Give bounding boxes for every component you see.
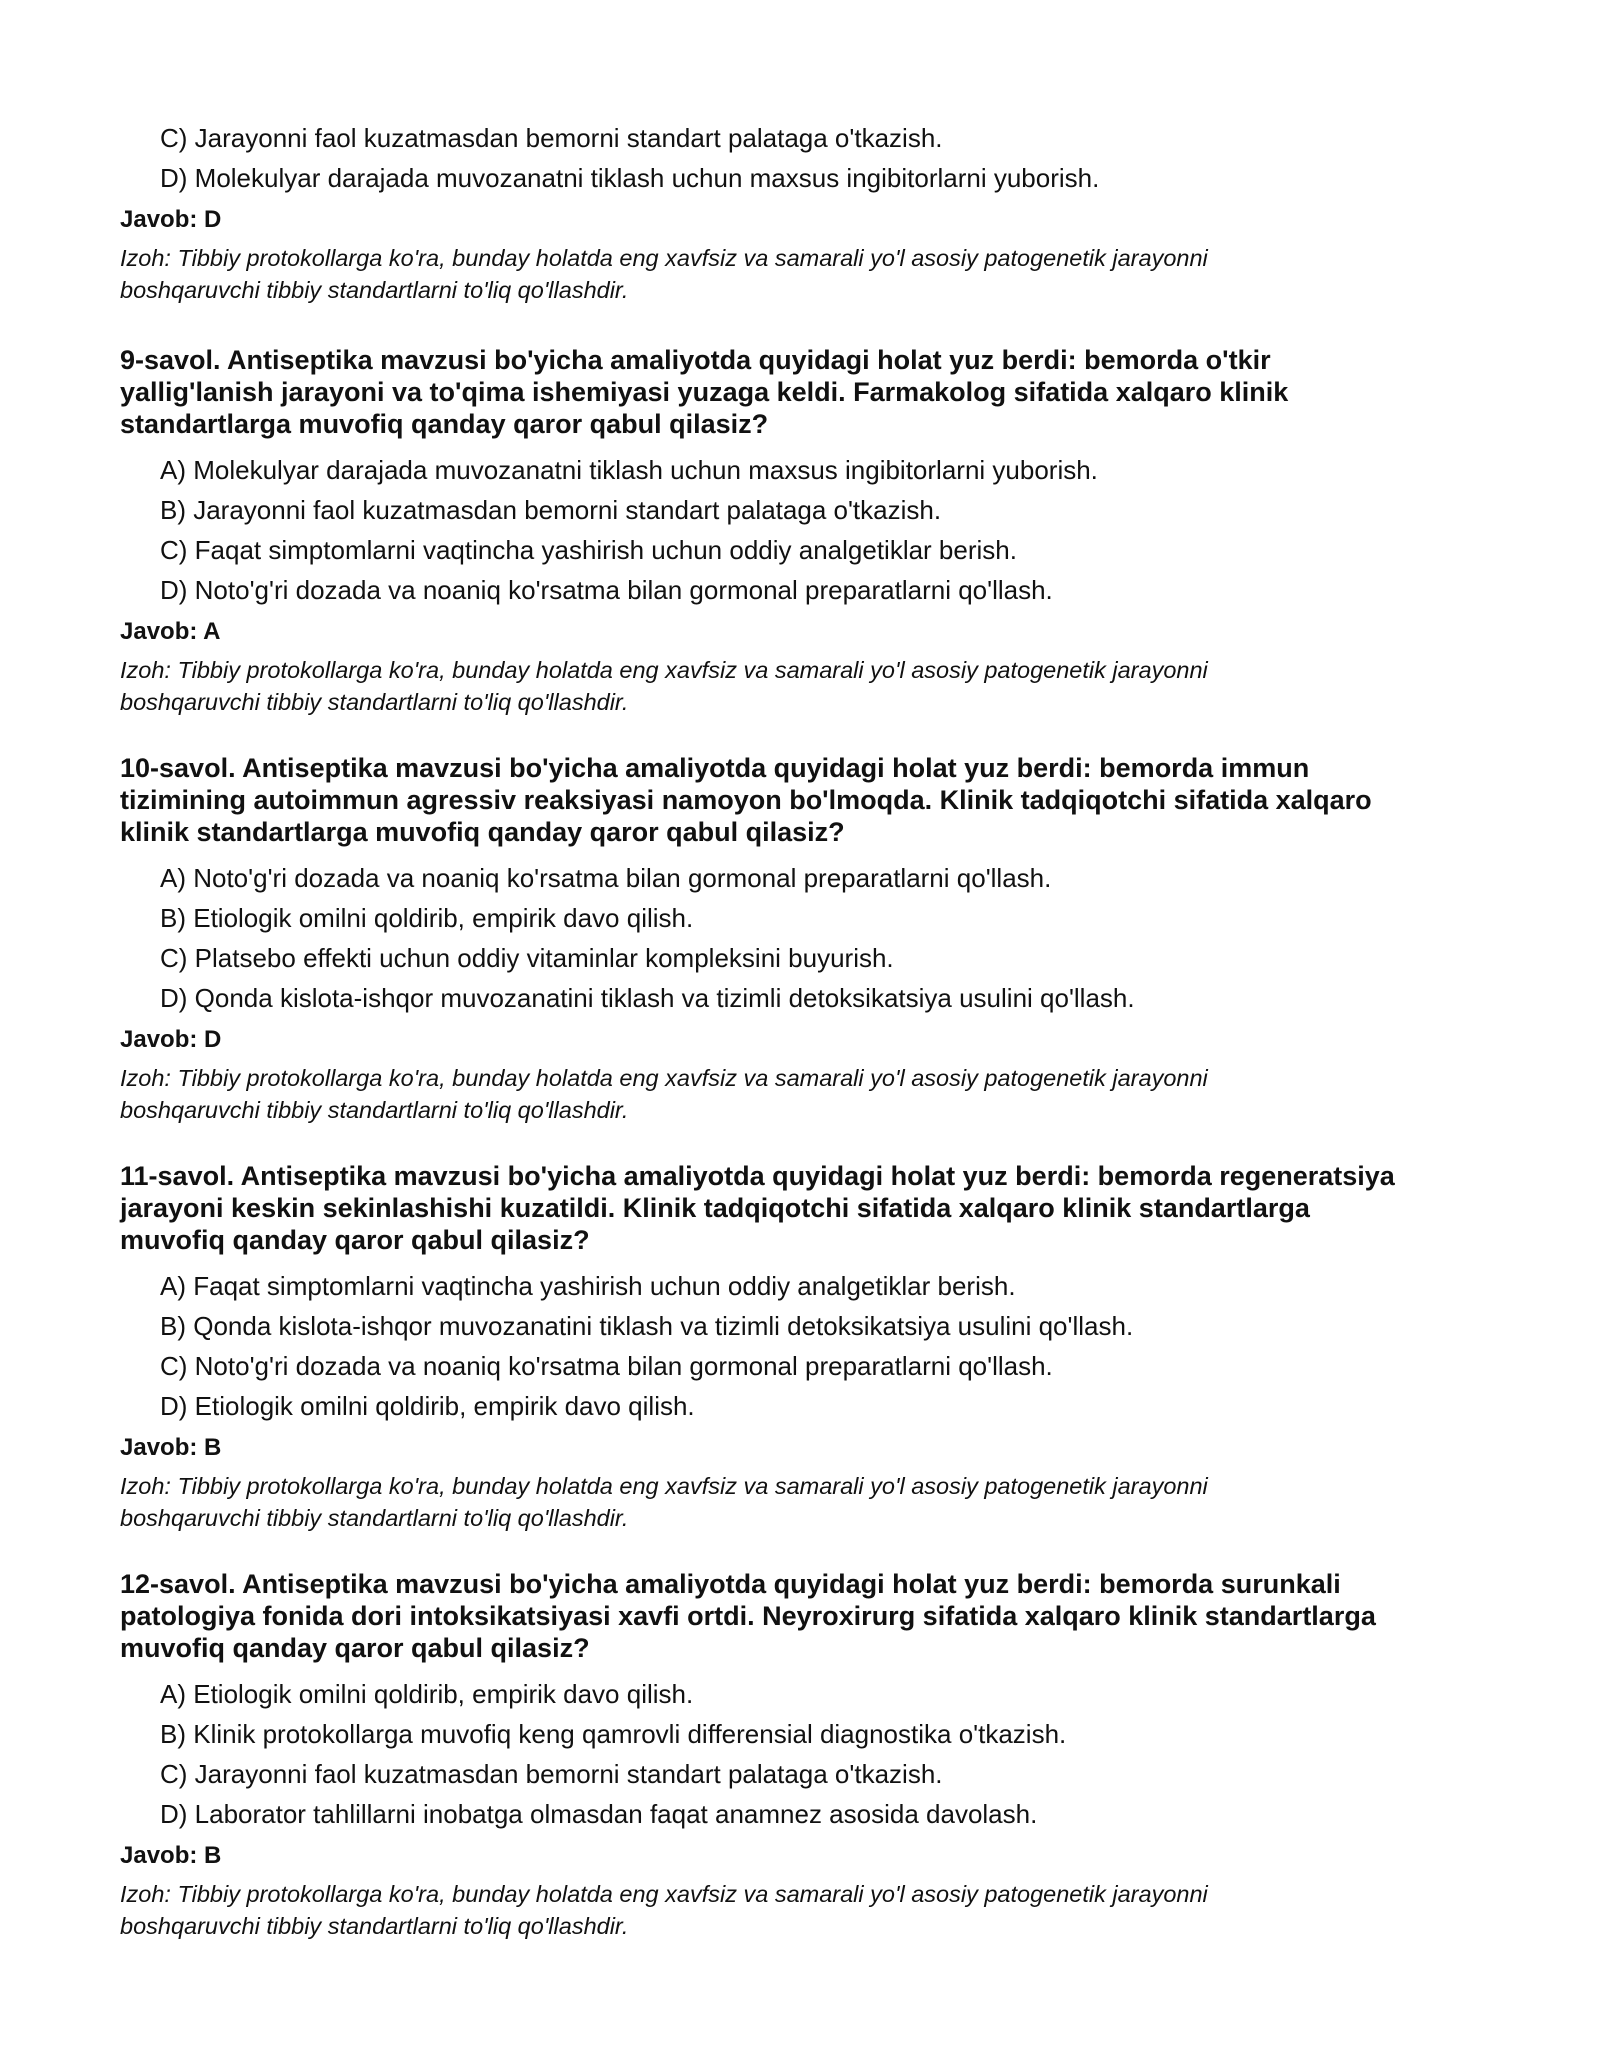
question-title <box>120 344 1510 440</box>
question-title-line: standartlarga muvofiq qanday qaror qabul qilasiz? <box>120 409 769 439</box>
option-a: A) Noto'g'ri dozada va noaniq ko'rsatma bilan gormonal preparatlarni qo'llash. <box>160 863 1052 893</box>
option-d: D) Qonda kislota-ishqor muvozanatini tiklash va tizimli detoksikatsiya usulini qo'llash. <box>160 983 1135 1013</box>
option-b: B) Etiologik omilni qoldirib, empirik davo qilish. <box>160 903 694 933</box>
note-line: boshqaruvchi tibbiy standartlarni to'liq qo'llashdir. <box>120 689 629 715</box>
option-c: C) Jarayonni faol kuzatmasdan bemorni standart palataga o'tkazish. <box>160 123 943 153</box>
option-c: C) Jarayonni faol kuzatmasdan bemorni standart palataga o'tkazish. <box>160 1759 943 1789</box>
option-d: D) Laborator tahlillarni inobatga olmasdan faqat anamnez asosida davolash. <box>160 1799 1038 1829</box>
option-a: A) Etiologik omilni qoldirib, empirik davo qilish. <box>160 1679 694 1709</box>
note-line: Izoh: Tibbiy protokollarga ko'ra, bunday holatda eng xavfsiz va samarali yo'l asosiy patogenetik jarayonni <box>120 245 1208 271</box>
option-c: C) Faqat simptomlarni vaqtincha yashirish uchun oddiy analgetiklar berish. <box>160 535 1017 565</box>
question-9 <box>120 344 1510 718</box>
explanation-note <box>120 1470 1510 1534</box>
option-c: C) Platsebo effekti uchun oddiy vitaminlar kompleksini buyurish. <box>160 943 894 973</box>
question-title-line: muvofiq qanday qaror qabul qilasiz? <box>120 1225 590 1255</box>
note-line: boshqaruvchi tibbiy standartlarni to'liq qo'llashdir. <box>120 1505 629 1531</box>
option-d: D) Etiologik omilni qoldirib, empirik davo qilish. <box>160 1391 695 1421</box>
question-title-line: jarayoni keskin sekinlashishi kuzatildi. Klinik tadqiqotchi sifatida xalqaro klinik standartlarga <box>120 1193 1310 1223</box>
explanation-note <box>120 242 1510 306</box>
answer-label: Javob: A <box>120 618 221 645</box>
option-b: B) Qonda kislota-ishqor muvozanatini tiklash va tizimli detoksikatsiya usulini qo'llash. <box>160 1311 1134 1341</box>
question-title <box>120 1160 1510 1256</box>
explanation-note <box>120 1062 1510 1126</box>
answer-label: Javob: D <box>120 206 222 233</box>
question-11 <box>120 1160 1510 1534</box>
option-b: B) Klinik protokollarga muvofiq keng qamrovli differensial diagnostika o'tkazish. <box>160 1719 1067 1749</box>
note-line: Izoh: Tibbiy protokollarga ko'ra, bunday holatda eng xavfsiz va samarali yo'l asosiy patogenetik jarayonni <box>120 1065 1208 1091</box>
option-d: D) Noto'g'ri dozada va noaniq ko'rsatma bilan gormonal preparatlarni qo'llash. <box>160 575 1053 605</box>
question-12 <box>120 1568 1510 1942</box>
explanation-note <box>120 654 1510 718</box>
answer-label: Javob: B <box>120 1842 222 1869</box>
question-title-line: 10-savol. Antiseptika mavzusi bo'yicha amaliyotda quyidagi holat yuz berdi: bemorda immun <box>120 753 1310 783</box>
question-title-line: 12-savol. Antiseptika mavzusi bo'yicha amaliyotda quyidagi holat yuz berdi: bemorda surunkali <box>120 1569 1341 1599</box>
question-title <box>120 1568 1510 1664</box>
option-c: C) Noto'g'ri dozada va noaniq ko'rsatma bilan gormonal preparatlarni qo'llash. <box>160 1351 1053 1381</box>
option-a: A) Faqat simptomlarni vaqtincha yashirish uchun oddiy analgetiklar berish. <box>160 1271 1016 1301</box>
option-d: D) Molekulyar darajada muvozanatni tiklash uchun maxsus ingibitorlarni yuborish. <box>160 163 1100 193</box>
question-title-line: patologiya fonida dori intoksikatsiyasi xavfi ortdi. Neyroxirurg sifatida xalqaro klinik standartlarga <box>120 1601 1376 1631</box>
explanation-note <box>120 1878 1510 1942</box>
question-8-fragment <box>120 118 1510 306</box>
question-title-line: 9-savol. Antiseptika mavzusi bo'yicha amaliyotda quyidagi holat yuz berdi: bemorda o'tkir <box>120 345 1271 375</box>
question-title-line: yallig'lanish jarayoni va to'qima ishemiyasi yuzaga keldi. Farmakolog sifatida xalqaro klinik <box>120 377 1289 407</box>
note-line: Izoh: Tibbiy protokollarga ko'ra, bunday holatda eng xavfsiz va samarali yo'l asosiy patogenetik jarayonni <box>120 657 1208 683</box>
question-title <box>120 752 1510 848</box>
option-b: B) Jarayonni faol kuzatmasdan bemorni standart palataga o'tkazish. <box>160 495 942 525</box>
answer-label: Javob: B <box>120 1434 222 1461</box>
note-line: boshqaruvchi tibbiy standartlarni to'liq qo'llashdir. <box>120 1097 629 1123</box>
note-line: Izoh: Tibbiy protokollarga ko'ra, bunday holatda eng xavfsiz va samarali yo'l asosiy patogenetik jarayonni <box>120 1881 1208 1907</box>
question-title-line: klinik standartlarga muvofiq qanday qaror qabul qilasiz? <box>120 817 845 847</box>
note-line: boshqaruvchi tibbiy standartlarni to'liq qo'llashdir. <box>120 277 629 303</box>
question-10 <box>120 752 1510 1126</box>
question-title-line: 11-savol. Antiseptika mavzusi bo'yicha amaliyotda quyidagi holat yuz berdi: bemorda regeneratsiya <box>120 1161 1395 1191</box>
question-title-line: muvofiq qanday qaror qabul qilasiz? <box>120 1633 590 1663</box>
question-title-line: tizimining autoimmun agressiv reaksiyasi namoyon bo'lmoqda. Klinik tadqiqotchi sifatida xalqaro <box>120 785 1372 815</box>
answer-label: Javob: D <box>120 1026 222 1053</box>
option-a: A) Molekulyar darajada muvozanatni tiklash uchun maxsus ingibitorlarni yuborish. <box>160 455 1098 485</box>
note-line: boshqaruvchi tibbiy standartlarni to'liq qo'llashdir. <box>120 1913 629 1939</box>
note-line: Izoh: Tibbiy protokollarga ko'ra, bunday holatda eng xavfsiz va samarali yo'l asosiy patogenetik jarayonni <box>120 1473 1208 1499</box>
